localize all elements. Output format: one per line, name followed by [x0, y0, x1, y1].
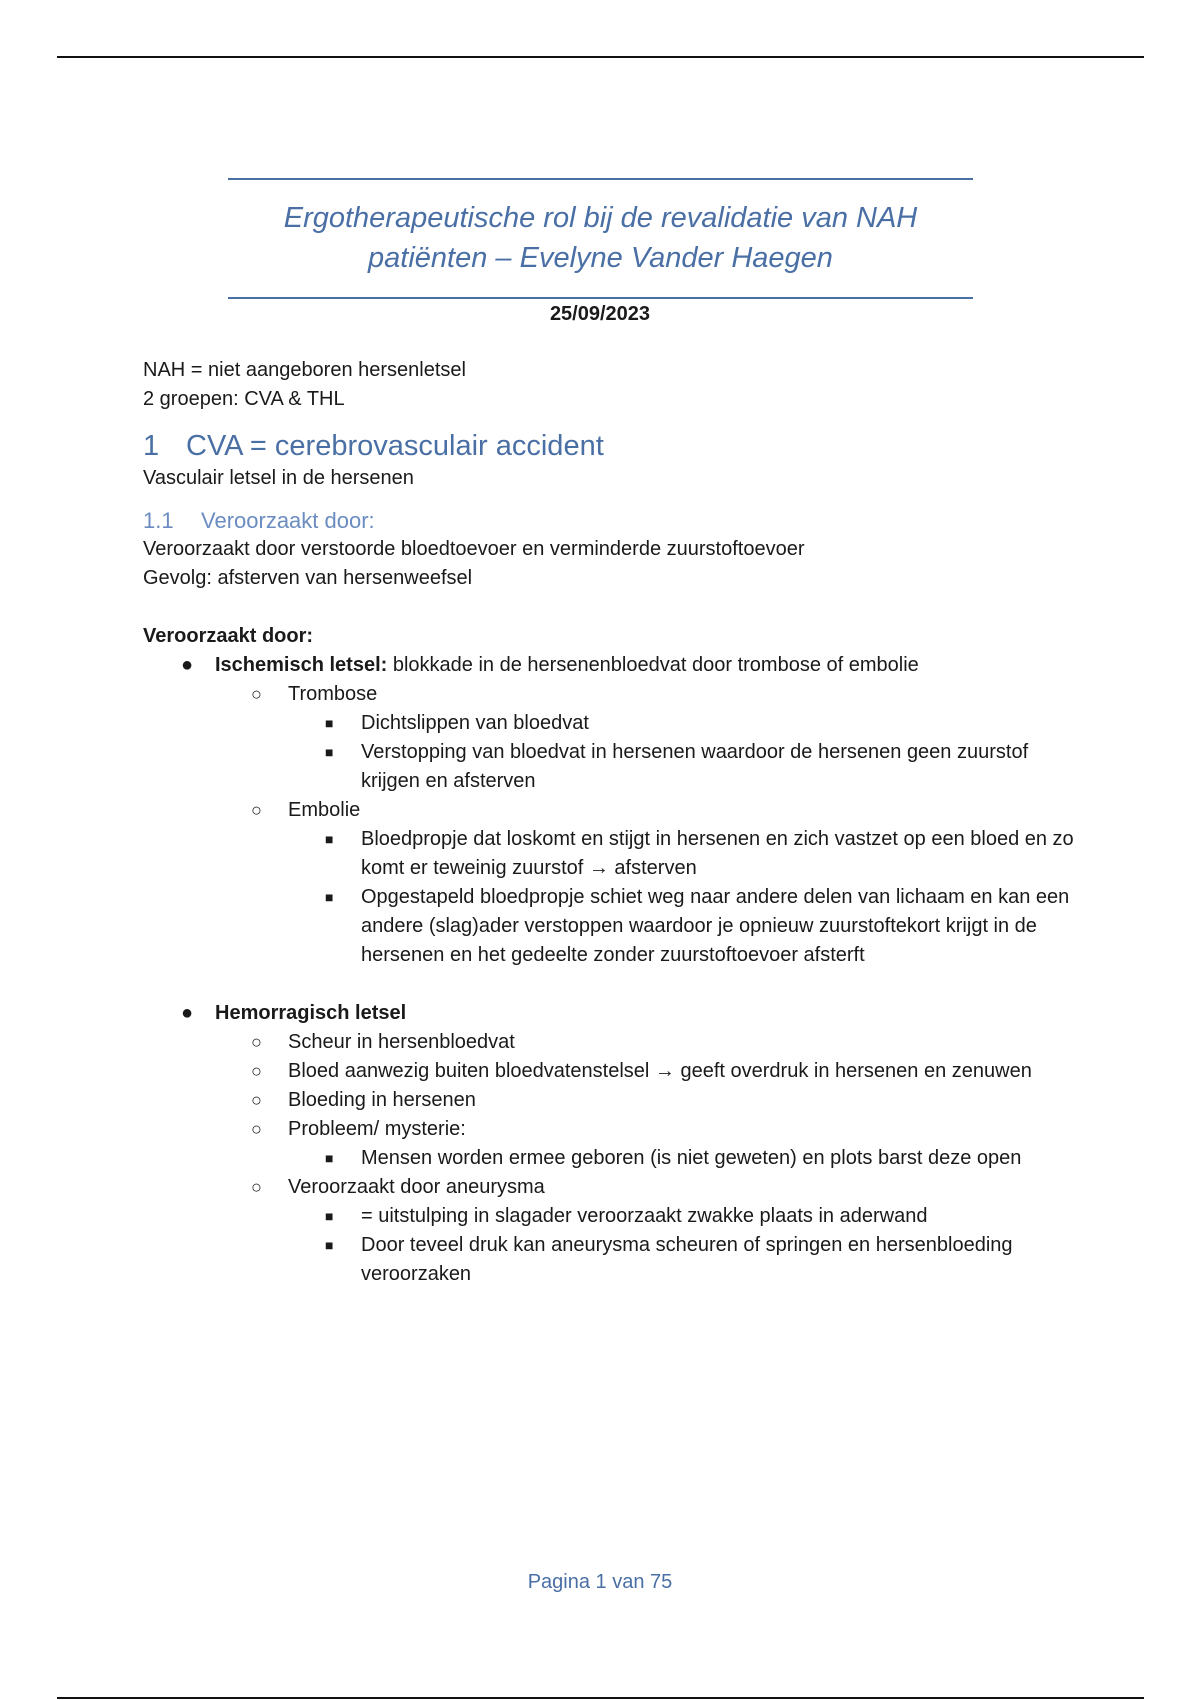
- heading-1-1: [143, 507, 1083, 535]
- title-bottom-rule: [228, 297, 973, 299]
- heading-1-1-number: 1.1: [143, 508, 174, 533]
- list-item: [143, 1057, 1083, 1086]
- intro-line-2: 2 groepen: CVA & THL: [143, 388, 345, 410]
- aneurysma-item-1: = uitstulping in slagader veroorzaakt zwakke plaats in aderwand: [361, 1205, 928, 1227]
- list-item: [143, 1144, 1083, 1173]
- list-item: [143, 1202, 1083, 1231]
- square-bullet-icon: ■: [325, 1150, 334, 1166]
- title-line-2: patiënten – Evelyne Vander Haegen: [368, 242, 833, 274]
- spacer: [143, 970, 1083, 999]
- hemorragisch-item-2: Bloed aanwezig buiten bloedvatenstelsel → geeft overdruk in hersenen en zenuwen: [288, 1060, 1032, 1082]
- circle-bullet-icon: ○: [251, 1090, 262, 1110]
- page-number: Pagina 1 van 75: [527, 1571, 673, 1593]
- probleem-item-1: Mensen worden ermee geboren (is niet geweten) en plots barst deze open: [361, 1147, 1022, 1169]
- circle-bullet-icon: ○: [251, 800, 262, 820]
- heading-1-1-title: Veroorzaakt door:: [201, 508, 375, 533]
- hemorragisch-item-1: Scheur in hersenbloedvat: [288, 1031, 515, 1053]
- list-item: [143, 1028, 1083, 1057]
- list-item-trombose: [143, 680, 1083, 709]
- embolie-label: Embolie: [288, 799, 361, 821]
- section-1-text: Vasculair letsel in de hersenen: [143, 467, 414, 489]
- circle-bullet-icon: ○: [251, 1119, 262, 1139]
- aneurysma-label: Veroorzaakt door aneurysma: [288, 1176, 545, 1198]
- ischemisch-label: Ischemisch letsel:: [215, 654, 388, 676]
- circle-bullet-icon: ○: [251, 1061, 262, 1081]
- ischemisch-text: blokkade in de hersenenbloedvat door trombose of embolie: [387, 654, 919, 676]
- list-item-aneurysma: [143, 1173, 1083, 1202]
- top-border-line: [57, 56, 1144, 58]
- list-item: [143, 825, 1083, 883]
- square-bullet-icon: ■: [325, 831, 334, 847]
- circle-bullet-icon: ○: [251, 684, 262, 704]
- list-item: [143, 738, 1083, 796]
- spacer: [143, 593, 1083, 622]
- circle-bullet-icon: ○: [251, 1177, 262, 1197]
- title-line-1: Ergotherapeutische rol bij de revalidatie van NAH: [283, 202, 918, 234]
- document-title: [228, 198, 973, 278]
- hemorragisch-label: Hemorragisch letsel: [215, 1002, 407, 1024]
- list-item: [143, 709, 1083, 738]
- trombose-label: Trombose: [288, 683, 378, 705]
- embolie-item-2: Opgestapeld bloedpropje schiet weg naar andere delen van lichaam en kan een andere (slag)ader verstoppen waardoor je opnieuw zuurstoftekort krijgt in de hersenen en het gedeelte zonder zuurstoftoevoer afsterft: [361, 886, 1070, 966]
- embolie-item-1: Bloedpropje dat loskomt en stijgt in hersenen en zich vastzet op een bloed en zo komt er teweinig zuurstof → afsterven: [361, 828, 1074, 879]
- square-bullet-icon: ■: [325, 1208, 334, 1224]
- causes-heading: Veroorzaakt door:: [143, 625, 314, 647]
- sub1-line-1: Veroorzaakt door verstoorde bloedtoevoer en verminderde zuurstoftoevoer: [143, 538, 805, 560]
- disc-bullet-icon: ●: [181, 654, 194, 676]
- circle-bullet-icon: ○: [251, 1032, 262, 1052]
- list-item: [143, 883, 1083, 970]
- document-date: 25/09/2023: [549, 303, 651, 325]
- square-bullet-icon: ■: [325, 744, 334, 760]
- bottom-border-line: [57, 1697, 1144, 1699]
- aneurysma-item-2: Door teveel druk kan aneurysma scheuren of springen en hersenbloeding veroorzaken: [361, 1234, 1013, 1285]
- list-item: [143, 1086, 1083, 1115]
- probleem-label: Probleem/ mysterie:: [288, 1118, 466, 1140]
- sub1-line-2: Gevolg: afsterven van hersenweefsel: [143, 567, 473, 589]
- list-item: [143, 1231, 1083, 1289]
- heading-1-title: CVA = cerebrovasculair accident: [186, 430, 604, 462]
- title-top-rule: [228, 178, 973, 180]
- square-bullet-icon: ■: [325, 1237, 334, 1253]
- document-body: [143, 356, 1083, 1289]
- trombose-item-1: Dichtslippen van bloedvat: [361, 712, 589, 734]
- disc-bullet-icon: ●: [181, 1002, 194, 1024]
- heading-1-number: 1: [143, 430, 160, 462]
- square-bullet-icon: ■: [325, 715, 334, 731]
- intro-line-1: NAH = niet aangeboren hersenletsel: [143, 359, 466, 381]
- list-item-hemorragisch: [143, 999, 1083, 1028]
- square-bullet-icon: ■: [325, 889, 334, 905]
- heading-1: [143, 428, 1083, 464]
- list-item-embolie: [143, 796, 1083, 825]
- list-item-ischemisch: [143, 651, 1083, 680]
- hemorragisch-item-3: Bloeding in hersenen: [288, 1089, 476, 1111]
- trombose-item-2: Verstopping van bloedvat in hersenen waardoor de hersenen geen zuurstof krijgen en afsterven: [361, 741, 1029, 792]
- list-item-probleem: [143, 1115, 1083, 1144]
